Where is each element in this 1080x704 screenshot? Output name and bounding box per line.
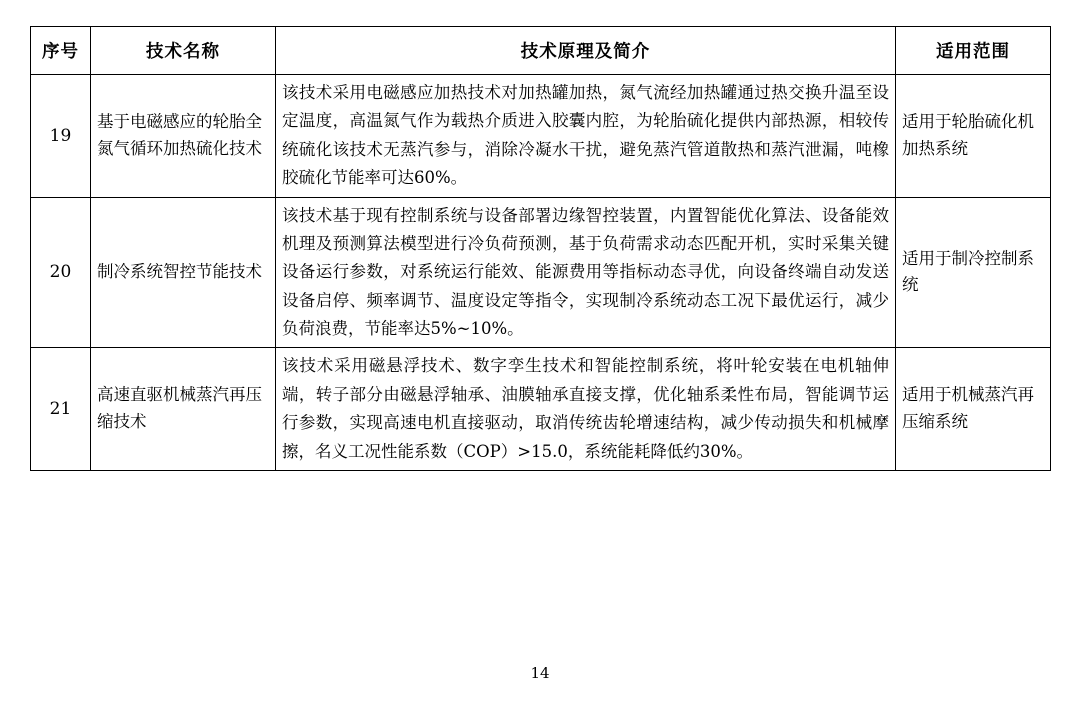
- cell-technology-principle: 该技术采用电磁感应加热技术对加热罐加热，氮气流经加热罐通过热交换升温至设定温度，高温氮气作为载热介质进入胶囊内腔，为轮胎硫化提供内部热源，相较传统硫化该技术无蒸汽参与，消除冷凝水干扰，避免蒸汽管道散热和蒸汽泄漏，吨橡胶硫化节能率可达60%。: [276, 75, 896, 198]
- cell-technology-name: 制冷系统智控节能技术: [91, 197, 276, 348]
- cell-applicable-scope: 适用于轮胎硫化机加热系统: [896, 75, 1051, 198]
- cell-technology-principle: 该技术基于现有控制系统与设备部署边缘智控装置，内置智能优化算法、设备能效机理及预测算法模型进行冷负荷预测，基于负荷需求动态匹配开机，实时采集关键设备运行参数，对系统运行能效、能源费用等指标动态寻优，向设备终端自动发送设备启停、频率调节、温度设定等指令，实现制冷系统动态工况下最优运行，减少负荷浪费，节能率达5%~10%。: [276, 197, 896, 348]
- cell-sequence: 21: [31, 348, 91, 471]
- column-header-sequence: 序号: [31, 27, 91, 75]
- table-row: [31, 75, 1051, 198]
- table-row: [31, 348, 1051, 471]
- cell-technology-name: 基于电磁感应的轮胎全氮气循环加热硫化技术: [91, 75, 276, 198]
- cell-sequence: 19: [31, 75, 91, 198]
- cell-applicable-scope: 适用于机械蒸汽再压缩系统: [896, 348, 1051, 471]
- column-header-applicable-scope: 适用范围: [896, 27, 1051, 75]
- column-header-technology-name: 技术名称: [91, 27, 276, 75]
- table-header: [31, 27, 1051, 75]
- cell-technology-principle: 该技术采用磁悬浮技术、数字孪生技术和智能控制系统，将叶轮安装在电机轴伸端，转子部分由磁悬浮轴承、油膜轴承直接支撑，优化轴系柔性布局，智能调节运行参数，实现高速电机直接驱动，取消传统齿轮增速结构，减少传动损失和机械摩擦，名义工况性能系数（COP）>15.0，系统能耗降低约30%。: [276, 348, 896, 471]
- cell-applicable-scope: 适用于制冷控制系统: [896, 197, 1051, 348]
- table-header-row: [31, 27, 1051, 75]
- column-header-technology-principle: 技术原理及简介: [276, 27, 896, 75]
- table-row: [31, 197, 1051, 348]
- table-body: [31, 75, 1051, 471]
- cell-sequence: 20: [31, 197, 91, 348]
- page-number: 14: [530, 664, 550, 682]
- cell-technology-name: 高速直驱机械蒸汽再压缩技术: [91, 348, 276, 471]
- technology-catalog-table: [30, 26, 1051, 471]
